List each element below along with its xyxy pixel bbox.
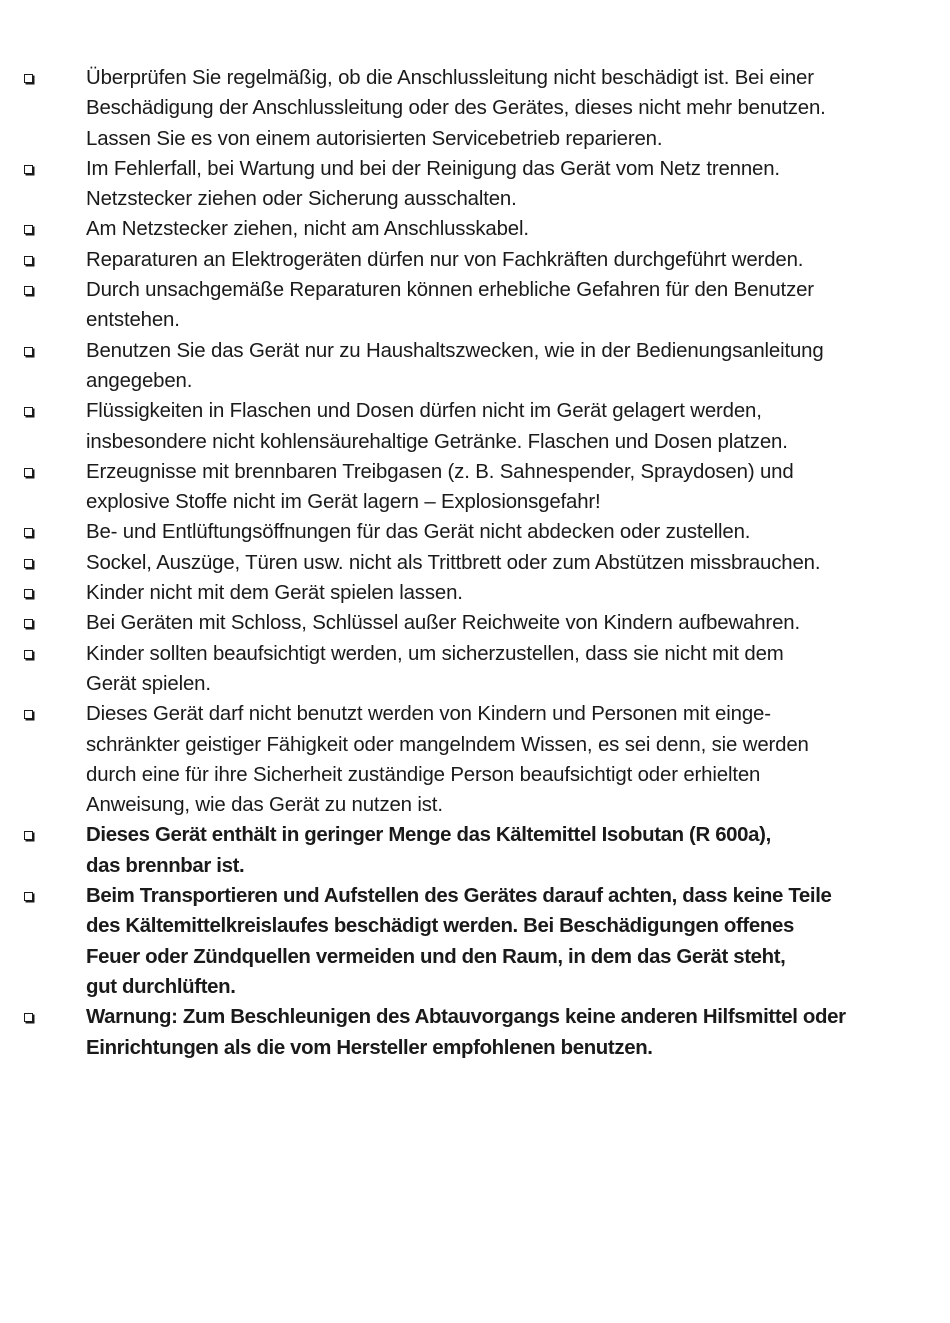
text-line: Überprüfen Sie regelmäßig, ob die Anschlussleitung nicht beschädigt ist. Bei einer	[86, 67, 814, 89]
text-line: Im Fehlerfall, bei Wartung und bei der Reinigung das Gerät vom Netz trennen.	[86, 157, 780, 180]
list-item-text	[86, 63, 930, 154]
text-line: Bei Geräten mit Schloss, Schlüssel außer Reichweite von Kindern aufbewahren.	[86, 612, 800, 635]
checkbox-bullet-icon	[24, 256, 33, 265]
checkbox-bullet-icon	[24, 710, 33, 719]
checkbox-bullet-icon	[24, 286, 33, 295]
checkbox-bullet-icon	[24, 468, 33, 477]
text-line: Be- und Entlüftungsöffnungen für das Gerät nicht abdecken oder zustellen.	[86, 521, 751, 544]
list-item	[0, 396, 950, 457]
text-line: angegeben.	[86, 369, 193, 392]
list-item-text	[86, 245, 930, 275]
list-item	[0, 881, 950, 1002]
text-line: Kinder sollten beaufsichtigt werden, um sicherzustellen, dass sie nicht mit dem	[86, 642, 784, 665]
list-item	[0, 154, 950, 215]
list-item-text	[86, 214, 930, 244]
list-item	[0, 639, 950, 700]
text-line: schränkter geistiger Fähigkeit oder mangelndem Wissen, es sei denn, sie werden	[86, 733, 809, 756]
text-line: entstehen.	[86, 309, 180, 332]
list-item-text	[86, 578, 930, 608]
text-line: Kinder nicht mit dem Gerät spielen lassen.	[86, 582, 463, 605]
text-line: das brennbar ist.	[86, 854, 245, 877]
list-item	[0, 63, 950, 154]
text-line: gut durchlüften.	[86, 975, 236, 998]
list-item	[0, 1002, 950, 1063]
list-item-text	[86, 699, 930, 820]
list-item-text	[86, 336, 930, 397]
text-line: Benutzen Sie das Gerät nur zu Haushaltszwecken, wie in der Bedienungsanleitung	[86, 339, 824, 362]
list-item-text	[86, 820, 930, 881]
text-line: Gerät spielen.	[86, 672, 211, 695]
list-item-text	[86, 1002, 930, 1063]
text-line: Beim Transportieren und Aufstellen des Gerätes darauf achten, dass keine Teile	[86, 885, 832, 908]
checkbox-bullet-icon	[24, 407, 33, 416]
text-line: explosive Stoffe nicht im Gerät lagern – Explosionsgefahr!	[86, 491, 601, 514]
text-line: Netzstecker ziehen oder Sicherung ausschalten.	[86, 188, 517, 211]
text-line: Dieses Gerät enthält in geringer Menge das Kältemittel Isobutan (R 600a),	[86, 824, 771, 847]
text-line: Flüssigkeiten in Flaschen und Dosen dürfen nicht im Gerät gelagert werden,	[86, 400, 762, 423]
text-line: Einrichtungen als die vom Hersteller empfohlenen benutzen.	[86, 1036, 653, 1059]
list-item-text	[86, 275, 930, 336]
list-item	[0, 214, 950, 244]
list-item-text	[86, 608, 930, 638]
list-item-text	[86, 154, 930, 215]
checkbox-bullet-icon	[24, 1013, 33, 1022]
text-line: Anweisung, wie das Gerät zu nutzen ist.	[86, 794, 443, 817]
list-item-text	[86, 457, 930, 518]
text-line: Beschädigung der Anschlussleitung oder des Gerätes, dieses nicht mehr benutzen.	[86, 97, 826, 120]
list-item	[0, 699, 950, 820]
checkbox-bullet-icon	[24, 165, 33, 174]
list-item	[0, 517, 950, 547]
text-line: Erzeugnisse mit brennbaren Treibgasen (z. B. Sahnespender, Spraydosen) und	[86, 460, 794, 483]
list-item-text	[86, 881, 930, 1002]
text-line: Dieses Gerät darf nicht benutzt werden von Kindern und Personen mit einge-	[86, 703, 771, 726]
list-item-text	[86, 548, 930, 578]
list-item	[0, 820, 950, 881]
text-line: Warnung: Zum Beschleunigen des Abtauvorgangs keine anderen Hilfsmittel oder	[86, 1006, 846, 1029]
text-line: Sockel, Auszüge, Türen usw. nicht als Trittbrett oder zum Abstützen missbrauchen.	[86, 551, 821, 574]
list-item	[0, 275, 950, 336]
checkbox-bullet-icon	[24, 347, 33, 356]
list-item-text	[86, 396, 930, 457]
list-item	[0, 548, 950, 578]
checkbox-bullet-icon	[24, 528, 33, 537]
list-item-text	[86, 639, 930, 700]
checkbox-bullet-icon	[24, 892, 33, 901]
text-line: insbesondere nicht kohlensäurehaltige Getränke. Flaschen und Dosen platzen.	[86, 430, 788, 453]
list-item	[0, 336, 950, 397]
text-line: Feuer oder Zündquellen vermeiden und den Raum, in dem das Gerät steht,	[86, 945, 786, 968]
text-line: Durch unsachgemäße Reparaturen können erhebliche Gefahren für den Benutzer	[86, 279, 814, 302]
checkbox-bullet-icon	[24, 831, 33, 840]
text-line: Reparaturen an Elektrogeräten dürfen nur von Fachkräften durchgeführt werden.	[86, 248, 804, 271]
list-item	[0, 457, 950, 518]
text-line: Am Netzstecker ziehen, nicht am Anschlusskabel.	[86, 218, 529, 241]
checkbox-bullet-icon	[24, 619, 33, 628]
list-item-text	[86, 517, 930, 547]
checkbox-bullet-icon	[24, 74, 33, 83]
text-line: Lassen Sie es von einem autorisierten Servicebetrieb reparieren.	[86, 127, 663, 150]
checkbox-bullet-icon	[24, 650, 33, 659]
checkbox-bullet-icon	[24, 225, 33, 234]
checkbox-bullet-icon	[24, 589, 33, 598]
checkbox-bullet-icon	[24, 559, 33, 568]
list-item	[0, 608, 950, 638]
safety-instructions-list	[0, 63, 950, 1063]
list-item	[0, 578, 950, 608]
list-item	[0, 245, 950, 275]
text-line: durch eine für ihre Sicherheit zuständige Person beaufsichtigt oder erhielten	[86, 763, 761, 786]
text-line: des Kältemittelkreislaufes beschädigt werden. Bei Beschädigungen offenes	[86, 915, 794, 938]
